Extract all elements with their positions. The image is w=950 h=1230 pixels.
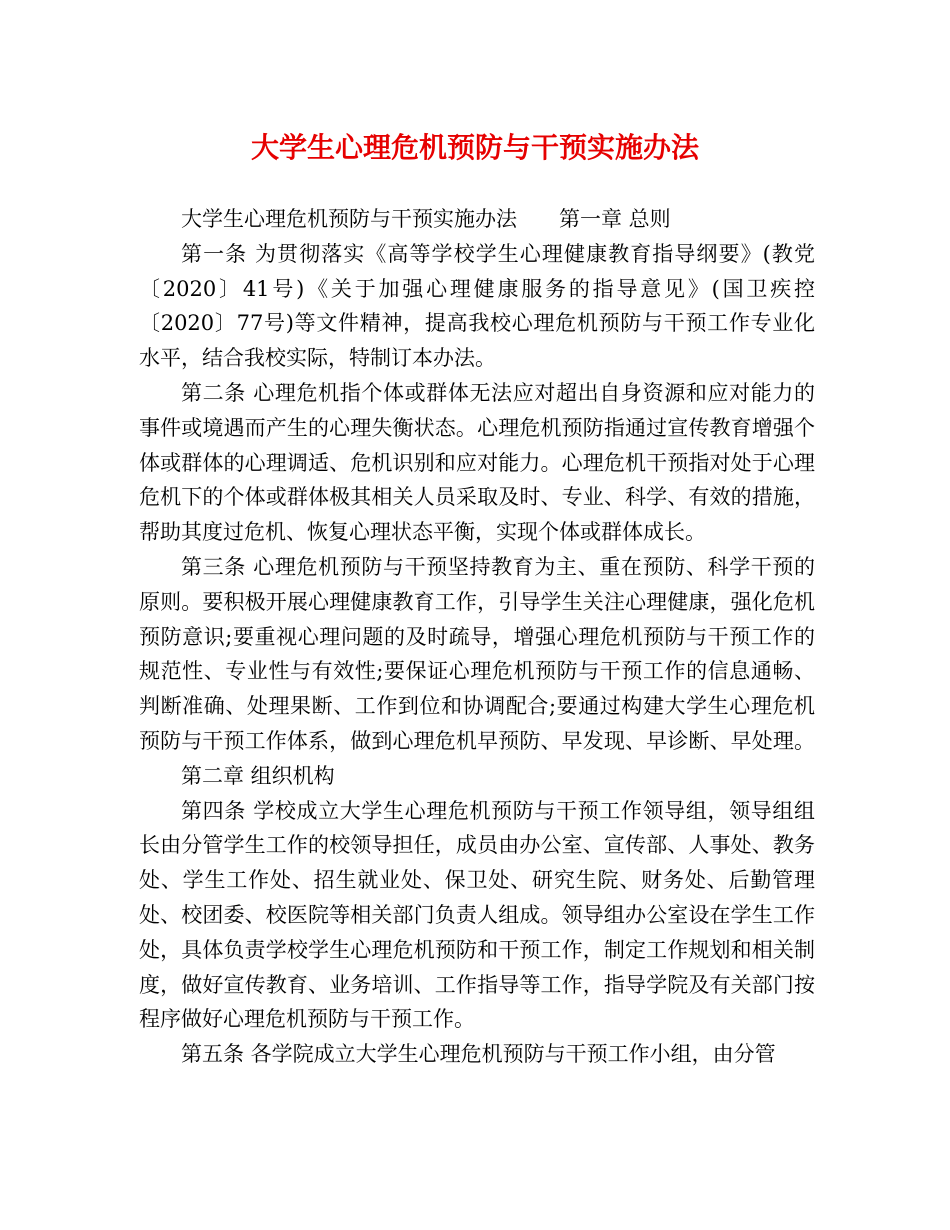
article-2: 第二条 心理危机指个体或群体无法应对超出自身资源和应对能力的事件或境遇而产生的心理失衡状态。心理危机预防指通过宣传教育增强个体或群体的心理调适、危机识别和应对能力。心理危机干预指对处于心理危机下的个体或群体极其相关人员采取及时、专业、科学、有效的措施，帮助其度过危机、恢复心理状态平衡，实现个体或群体成长。 <box>139 380 815 545</box>
document-body <box>139 202 815 1072</box>
intro-line <box>139 202 815 237</box>
chapter-2-heading: 第二章 组织机构 <box>181 763 335 788</box>
article-5: 第五条 各学院成立大学生心理危机预防与干预工作小组，由分管 <box>181 1042 776 1067</box>
article-3-text: 第三条 心理危机预防与干预坚持教育为主、重在预防、科学干预的原则。要积极开展心理健康教育工作，引导学生关注心理健康，强化危机预防意识;要重视心理问题的及时疏导，增强心理危机预防与干预工作的规范性、专业性与有效性;要保证心理危机预防与干预工作的信息通畅、判断准确、处理果断、工作到位和协调配合;要通过构建大学生心理危机预防与干预工作体系，做到心理危机早预防、早发现、早诊断、早处理。 <box>139 554 815 753</box>
document-title: 大学生心理危机预防与干预实施办法 <box>250 131 699 164</box>
article-4: 第四条 学校成立大学生心理危机预防与干预工作领导组，领导组组长由分管学生工作的校领导担任，成员由办公室、宣传部、人事处、教务处、学生工作处、招生就业处、保卫处、研究生院、财务处、后勤管理处、校团委、校医院等相关部门负责人组成。领导组办公室设在学生工作处，具体负责学校学生心理危机预防和干预工作，制定工作规划和相关制度，做好宣传教育、业务培训、工作指导等工作，指导学院及有关部门按程序做好心理危机预防与干预工作。 <box>139 798 815 1032</box>
intro-heading: 大学生心理危机预防与干预实施办法 <box>181 207 517 231</box>
chapter-1-heading: 第一章 总则 <box>559 207 671 231</box>
article-1: 第一条 为贯彻落实《高等学校学生心理健康教育指导纲要》(教党〔2020〕41号)《关于加强心理健康服务的指导意见》(国卫疾控〔2020〕77号)等文件精神，提高我校心理危机预防与干预工作专业化水平，结合我校实际，特制订本办法。 <box>139 241 815 371</box>
article-3 <box>139 550 815 794</box>
